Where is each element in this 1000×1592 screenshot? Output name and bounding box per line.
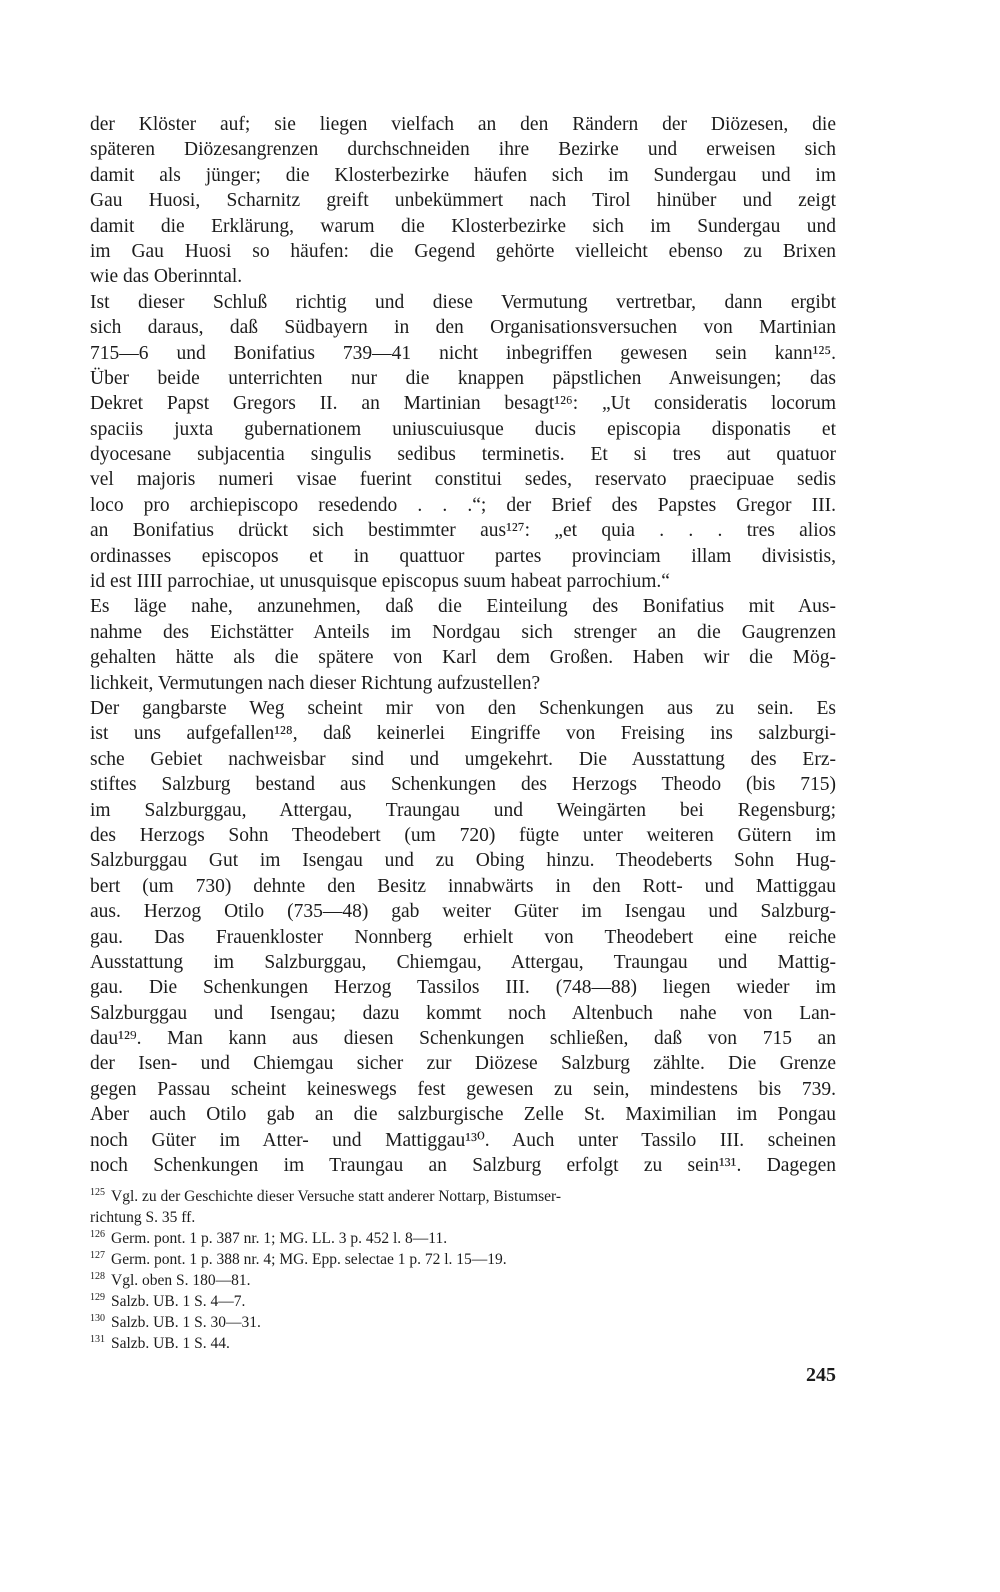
footnote-number: 128 xyxy=(90,1270,105,1282)
text-line: Ausstattung im Salzburggau, Chiemgau, Attergau, Traungau und Mattig- xyxy=(90,951,836,973)
text-line: ordinasses episcopos et in quattuor partes provinciam illam divisistis, xyxy=(90,545,836,567)
footnote-number: 131 xyxy=(90,1333,105,1345)
text-line: damit die Erklärung, warum die Klosterbezirke sich im Sundergau und xyxy=(90,215,836,237)
footnote xyxy=(90,1333,836,1354)
text-line: der Isen- und Chiemgau sicher zur Diözese Salzburg zählte. Die Grenze xyxy=(90,1053,836,1075)
text-line: damit als jünger; die Klosterbezirke häufen sich im Sundergau und im xyxy=(90,164,836,186)
footnote xyxy=(90,1228,836,1249)
text-line: ist uns aufgefallen¹²⁸, daß keinerlei Eingriffe von Freising ins salzburgi- xyxy=(90,723,836,745)
text-line: lichkeit, Vermutungen nach dieser Richtung aufzustellen? xyxy=(90,672,541,694)
footnote-text: Salzb. UB. 1 S. 4—7. xyxy=(111,1293,246,1310)
text-line: aus. Herzog Otilo (735—48) gab weiter Güter im Isengau und Salzburg- xyxy=(90,901,836,923)
main-text xyxy=(90,112,836,1178)
footnote-text: Germ. pont. 1 p. 388 nr. 4; MG. Epp. selectae 1 p. 72 l. 15—19. xyxy=(111,1251,507,1268)
text-line: Der gangbarste Weg scheint mir von den Schenkungen aus zu sein. Es xyxy=(90,697,836,719)
footnote xyxy=(90,1291,836,1312)
text-line: späteren Diözesangrenzen durchschneiden ihre Bezirke und erweisen sich xyxy=(90,139,836,161)
text-line: im Gau Huosi so häufen: die Gegend gehörte vielleicht ebenso zu Brixen xyxy=(90,240,836,262)
text-line: Salzburggau Gut im Isengau und zu Obing hinzu. Theodeberts Sohn Hug- xyxy=(90,850,836,872)
text-line: id est IIII parrochiae, ut unusquisque episcopus suum habeat parrochium.“ xyxy=(90,571,670,593)
footnote xyxy=(90,1270,836,1291)
text-line: noch Güter im Atter- und Mattiggau¹³⁰. Auch unter Tassilo III. scheinen xyxy=(90,1129,836,1151)
footnote-text: Germ. pont. 1 p. 387 nr. 1; MG. LL. 3 p. 452 l. 8—11. xyxy=(111,1230,448,1247)
footnote-text: Salzb. UB. 1 S. 30—31. xyxy=(111,1314,261,1331)
footnote-text: Vgl. zu der Geschichte dieser Versuche statt anderer Nottarp, Bistumser- xyxy=(111,1188,562,1205)
text-line: der Klöster auf; sie liegen vielfach an den Rändern der Diözesen, die xyxy=(90,114,836,135)
text-line: Über beide unterrichten nur die knappen päpstlichen Anweisungen; das xyxy=(90,367,836,389)
footnote xyxy=(90,1186,836,1207)
text-line: im Salzburggau, Attergau, Traungau und Weingärten bei Regensburg; xyxy=(90,799,836,821)
text-line: des Herzogs Sohn Theodebert (um 720) fügte unter weiteren Gütern im xyxy=(90,824,836,846)
text-line: spaciis juxta gubernationem uniuscuiusque ducis episcopia disponatis et xyxy=(90,418,836,440)
text-line: nahme des Eichstätter Anteils im Nordgau sich strenger an die Gaugrenzen xyxy=(90,621,836,643)
text-line: gehalten hätte als die spätere von Karl dem Großen. Haben wir die Mög- xyxy=(90,647,836,669)
text-line: gegen Passau scheint keineswegs fest gewesen zu sein, mindestens bis 739. xyxy=(90,1078,836,1100)
footnote-text: richtung S. 35 ff. xyxy=(90,1209,196,1226)
text-line: dyocesane subjacentia singulis sedibus terminetis. Et si tres aut quatuor xyxy=(90,444,836,466)
text-line: gau. Die Schenkungen Herzog Tassilos III. (748—88) liegen wieder im xyxy=(90,977,836,999)
footnotes xyxy=(90,1186,836,1354)
text-line: vel majoris numeri visae fuerint constitui sedes, reservato praecipuae sedis xyxy=(90,469,836,491)
text-line: Gau Huosi, Scharnitz greift unbekümmert nach Tirol hinüber und zeigt xyxy=(90,190,836,212)
text-line: an Bonifatius drückt sich bestimmter aus¹²⁷: „et quia . . . tres alios xyxy=(90,520,836,542)
page-number: 245 xyxy=(806,1364,836,1386)
text-line: Es läge nahe, anzunehmen, daß die Einteilung des Bonifatius mit Aus- xyxy=(90,596,836,618)
text-line: Dekret Papst Gregors II. an Martinian besagt¹²⁶: „Ut consideratis locorum xyxy=(90,393,836,415)
text-line: sich daraus, daß Südbayern in den Organisationsversuchen von Martinian xyxy=(90,317,836,339)
text-line: 715—6 und Bonifatius 739—41 nicht inbegriffen gewesen sein kann¹²⁵. xyxy=(90,342,836,364)
footnote xyxy=(90,1249,836,1270)
footnote-text: Vgl. oben S. 180—81. xyxy=(111,1272,251,1289)
footnote-number: 127 xyxy=(90,1249,105,1261)
text-line: Salzburggau und Isengau; dazu kommt noch Altenbuch nahe von Lan- xyxy=(90,1002,836,1024)
footnote xyxy=(90,1207,836,1228)
text-line: wie das Oberinntal. xyxy=(90,266,243,288)
footnote-number: 126 xyxy=(90,1228,105,1240)
text-line: sche Gebiet nachweisbar sind und umgekehrt. Die Ausstattung des Erz- xyxy=(90,748,836,770)
text-line: gau. Das Frauenkloster Nonnberg erhielt von Theodebert eine reiche xyxy=(90,926,836,948)
text-line: Aber auch Otilo gab an die salzburgische Zelle St. Maximilian im Pongau xyxy=(90,1104,836,1126)
footnote-number: 129 xyxy=(90,1291,105,1303)
text-line: noch Schenkungen im Traungau an Salzburg erfolgt zu sein¹³¹. Dagegen xyxy=(90,1155,836,1177)
footnote-text: Salzb. UB. 1 S. 44. xyxy=(111,1335,230,1352)
footnote-number: 130 xyxy=(90,1312,105,1324)
text-line: loco pro archiepiscopo resedendo . . .“; der Brief des Papstes Gregor III. xyxy=(90,494,836,516)
text-line: stiftes Salzburg bestand aus Schenkungen des Herzogs Theodo (bis 715) xyxy=(90,774,836,796)
text-line: dau¹²⁹. Man kann aus diesen Schenkungen schließen, daß von 715 an xyxy=(90,1028,836,1050)
footnote-number: 125 xyxy=(90,1186,105,1198)
text-line: bert (um 730) dehnte den Besitz innabwärts in den Rott- und Mattiggau xyxy=(90,875,836,897)
footnote xyxy=(90,1312,836,1333)
text-line: Ist dieser Schluß richtig und diese Vermutung vertretbar, dann ergibt xyxy=(90,291,836,313)
